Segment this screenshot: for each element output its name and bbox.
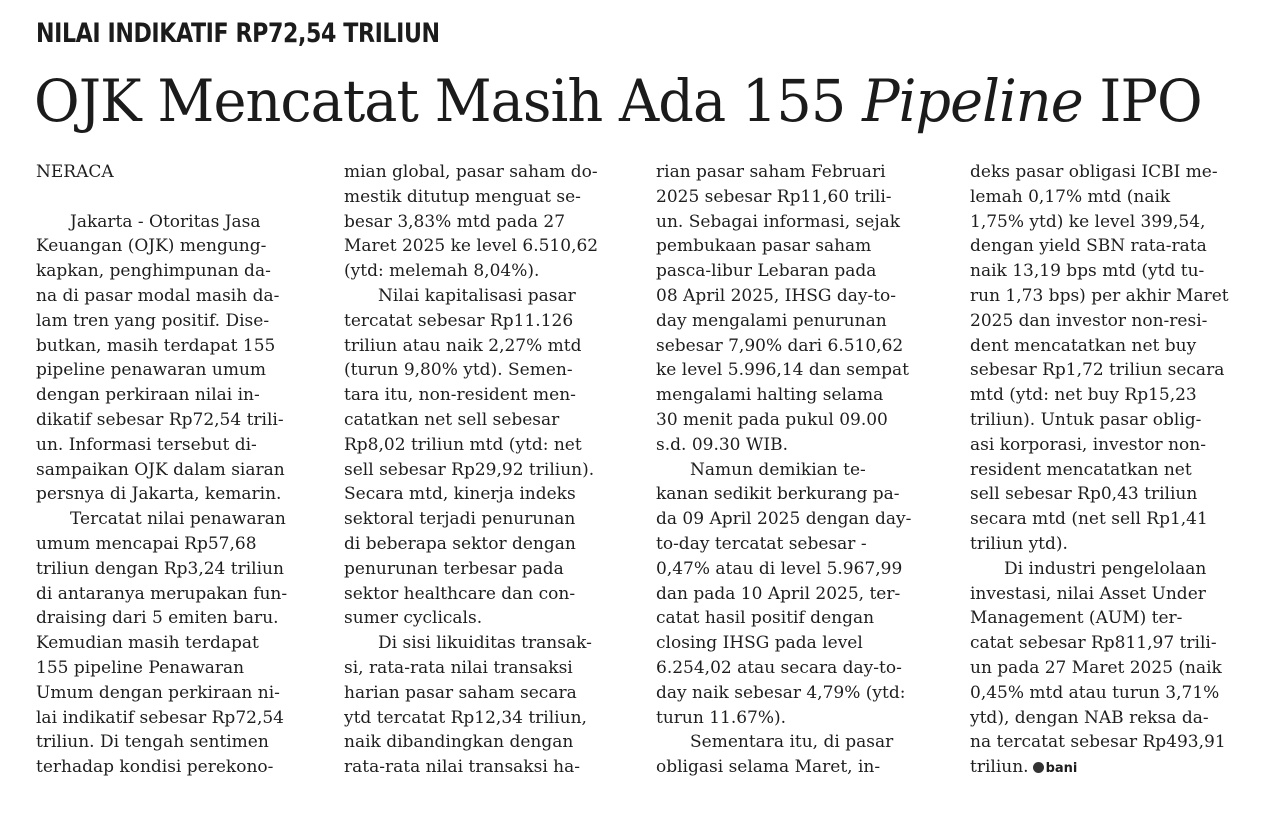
text-line: tara itu, non-resident men- bbox=[344, 385, 576, 406]
text-line: harian pasar saham secara bbox=[344, 682, 577, 703]
text-line: dan pada 10 April 2025, ter- bbox=[656, 583, 901, 604]
text-line: sebesar 7,90% dari 6.510,62 bbox=[656, 335, 904, 356]
text-line: ytd), dengan NAB reksa da- bbox=[970, 707, 1209, 728]
text-line: di antaranya merupakan fun- bbox=[36, 583, 288, 604]
headline bbox=[34, 68, 1202, 134]
text-line: investasi, nilai Asset Under bbox=[970, 583, 1206, 604]
text-line: Di sisi likuiditas transak- bbox=[378, 633, 592, 654]
text-line: butkan, masih terdapat 155 bbox=[36, 335, 276, 356]
text-line: draising dari 5 emiten baru. bbox=[36, 608, 279, 629]
text-line: tercatat sebesar Rp11.126 bbox=[344, 310, 574, 331]
text-line: triliun). Untuk pasar oblig- bbox=[970, 409, 1202, 430]
text-line: Secara mtd, kinerja indeks bbox=[344, 484, 576, 505]
text-line: asi korporasi, investor non- bbox=[970, 434, 1206, 455]
text-line: lai indikatif sebesar Rp72,54 bbox=[36, 707, 284, 728]
text-line: pembukaan pasar saham bbox=[656, 236, 872, 257]
text-line: day mengalami penurunan bbox=[656, 310, 887, 331]
text-line: kanan sedikit berkurang pa- bbox=[656, 484, 900, 505]
text-line: na di pasar modal masih da- bbox=[36, 285, 280, 306]
text-line: catat sebesar Rp811,97 trili- bbox=[970, 633, 1217, 654]
text-line: kapkan, penghimpunan da- bbox=[36, 261, 271, 282]
text-line: deks pasar obligasi ICBI me- bbox=[970, 162, 1218, 182]
text-line: triliun atau naik 2,27% mtd bbox=[344, 335, 582, 356]
text-line: Di industri pengelolaan bbox=[1004, 558, 1207, 579]
text-line: (turun 9,80% ytd). Semen- bbox=[344, 360, 573, 381]
text-line: persnya di Jakarta, kemarin. bbox=[36, 484, 282, 505]
text-line: dikatif sebesar Rp72,54 trili- bbox=[36, 409, 284, 430]
text-line: sektoral terjadi penurunan bbox=[344, 509, 576, 530]
text-line: rata-rata nilai transaksi ha- bbox=[344, 757, 580, 778]
text-line: secara mtd (net sell Rp1,41 bbox=[970, 509, 1208, 530]
text-line: un. Sebagai informasi, sejak bbox=[656, 211, 901, 232]
text-line: 08 April 2025, IHSG day-to- bbox=[656, 285, 897, 306]
headline-part2: IPO bbox=[1082, 67, 1202, 135]
text-line: sektor healthcare dan con- bbox=[344, 583, 576, 604]
text-line: mian global, pasar saham do- bbox=[344, 162, 598, 182]
text-line: Rp8,02 triliun mtd (ytd: net bbox=[344, 434, 582, 455]
text-line: penurunan terbesar pada bbox=[344, 558, 564, 579]
text-line: day naik sebesar 4,79% (ytd: bbox=[656, 682, 906, 703]
text-line: sampaikan OJK dalam siaran bbox=[36, 459, 285, 480]
text-line: un. Informasi tersebut di- bbox=[36, 434, 257, 455]
text-line: turun 11.67%). bbox=[656, 707, 787, 728]
text-line: s.d. 09.30 WIB. bbox=[656, 434, 788, 455]
text-line: Keuangan (OJK) mengung- bbox=[36, 236, 267, 257]
text-line: resident mencatatkan net bbox=[970, 459, 1192, 480]
text-line: 30 menit pada pukul 09.00 bbox=[656, 409, 888, 430]
text-line: naik 13,19 bps mtd (ytd tu- bbox=[970, 261, 1205, 282]
source-label: NERACA bbox=[36, 162, 114, 182]
text-line: triliun ytd). bbox=[970, 533, 1068, 554]
text-line: umum mencapai Rp57,68 bbox=[36, 533, 257, 554]
text-line: terhadap kondisi perekono- bbox=[36, 757, 274, 778]
text-line: lam tren yang positif. Dise- bbox=[36, 310, 270, 331]
text-line: triliun. Di tengah sentimen bbox=[36, 732, 269, 753]
headline-part1: OJK Mencatat Masih Ada 155 bbox=[34, 67, 863, 135]
text-line: naik dibandingkan dengan bbox=[344, 732, 574, 753]
text-line: ke level 5.996,14 dan sempat bbox=[656, 360, 909, 381]
end-mark-icon bbox=[1033, 762, 1044, 773]
article-column-1 bbox=[36, 160, 312, 780]
text-line: na tercatat sebesar Rp493,91 bbox=[970, 732, 1226, 753]
text-line: mengalami halting selama bbox=[656, 385, 884, 406]
text-line: closing IHSG pada level bbox=[656, 633, 863, 654]
text-line: si, rata-rata nilai transaksi bbox=[344, 657, 573, 678]
text-line-final bbox=[970, 755, 1246, 780]
text-line: besar 3,83% mtd pada 27 bbox=[344, 211, 566, 232]
text-line: ytd tercatat Rp12,34 triliun, bbox=[344, 707, 587, 728]
text-line: run 1,73 bps) per akhir Maret bbox=[970, 285, 1229, 306]
text-line: rian pasar saham Februari bbox=[656, 162, 886, 182]
text-line: pasca-libur Lebaran pada bbox=[656, 261, 877, 282]
article-column-4 bbox=[970, 160, 1246, 780]
text-line: Tercatat nilai penawaran bbox=[70, 509, 286, 530]
text-line: Sementara itu, di pasar bbox=[690, 732, 894, 753]
text-line: sumer cyclicals. bbox=[344, 608, 483, 629]
text-line: obligasi selama Maret, in- bbox=[656, 757, 881, 778]
text-line: dengan perkiraan nilai in- bbox=[36, 385, 260, 406]
final-text: triliun. bbox=[970, 757, 1029, 778]
text-line: triliun dengan Rp3,24 triliun bbox=[36, 558, 284, 579]
text-line: 0,47% atau di level 5.967,99 bbox=[656, 558, 903, 579]
text-line: dengan yield SBN rata-rata bbox=[970, 236, 1207, 257]
text-line: (ytd: melemah 8,04%). bbox=[344, 261, 540, 282]
byline: bani bbox=[1045, 761, 1078, 777]
text-line: Nilai kapitalisasi pasar bbox=[378, 285, 576, 306]
text-line: Umum dengan perkiraan ni- bbox=[36, 682, 280, 703]
text-line: 6.254,02 atau secara day-to- bbox=[656, 657, 902, 678]
text-line: di beberapa sektor dengan bbox=[344, 533, 576, 554]
text-line: sebesar Rp1,72 triliun secara bbox=[970, 360, 1225, 381]
text-line: dent mencatatkan net buy bbox=[970, 335, 1197, 356]
text-line: mtd (ytd: net buy Rp15,23 bbox=[970, 385, 1197, 406]
kicker: NILAI INDIKATIF RP72,54 TRILIUN bbox=[36, 18, 440, 49]
text-line: Maret 2025 ke level 6.510,62 bbox=[344, 236, 599, 257]
text-line: pipeline penawaran umum bbox=[36, 360, 267, 381]
text-line: da 09 April 2025 dengan day- bbox=[656, 509, 912, 530]
text-line: 2025 sebesar Rp11,60 trili- bbox=[656, 186, 892, 207]
headline-italic: Pipeline bbox=[862, 67, 1083, 135]
text-line: catatkan net sell sebesar bbox=[344, 409, 560, 430]
text-line: catat hasil positif dengan bbox=[656, 608, 875, 629]
text-line: 0,45% mtd atau turun 3,71% bbox=[970, 682, 1220, 703]
article-column-3 bbox=[656, 160, 932, 780]
text-line: sell sebesar Rp29,92 triliun). bbox=[344, 459, 595, 480]
text-line: to-day tercatat sebesar - bbox=[656, 533, 867, 554]
article-column-2 bbox=[344, 160, 620, 780]
text-line: 1,75% ytd) ke level 399,54, bbox=[970, 211, 1206, 232]
text-line: un pada 27 Maret 2025 (naik bbox=[970, 657, 1222, 678]
text-line: sell sebesar Rp0,43 triliun bbox=[970, 484, 1198, 505]
text-line: mestik ditutup menguat se- bbox=[344, 186, 581, 207]
text-line: Namun demikian te- bbox=[690, 459, 866, 480]
text-line: Jakarta - Otoritas Jasa bbox=[70, 211, 261, 232]
text-line: Management (AUM) ter- bbox=[970, 608, 1183, 629]
text-line: 155 pipeline Penawaran bbox=[36, 657, 245, 678]
text-line: 2025 dan investor non-resi- bbox=[970, 310, 1208, 331]
text-line bbox=[36, 185, 312, 210]
text-line: lemah 0,17% mtd (naik bbox=[970, 186, 1171, 207]
text-line: Kemudian masih terdapat bbox=[36, 633, 259, 654]
